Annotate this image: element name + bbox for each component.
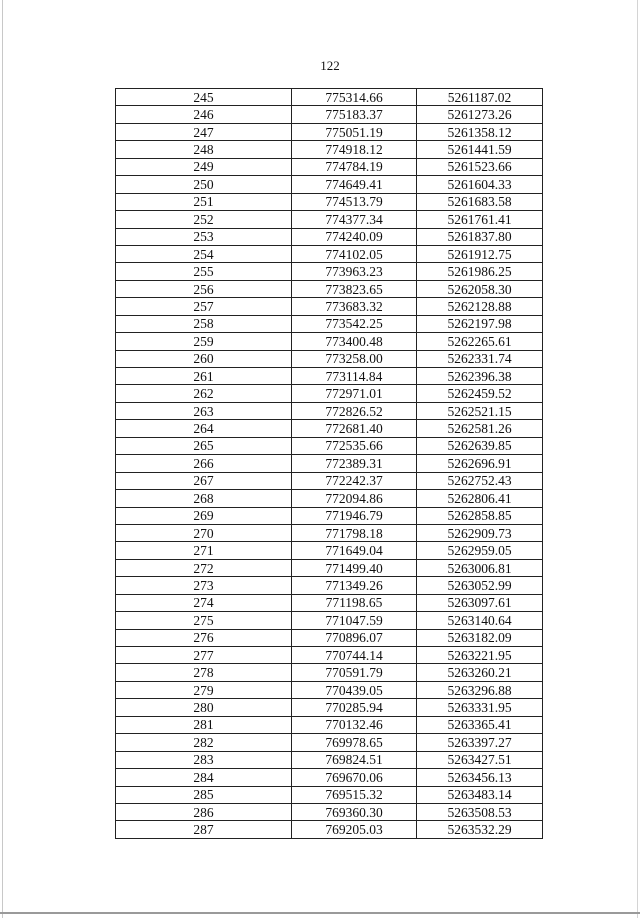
table-row (116, 245, 543, 262)
y-coordinate-cell: 5262396.38 (417, 368, 543, 385)
x-coordinate-cell: 773683.32 (292, 298, 417, 315)
table-row (116, 664, 543, 681)
table-row (116, 368, 543, 385)
x-coordinate-cell: 770744.14 (292, 647, 417, 664)
coordinates-table-body (116, 89, 543, 839)
point-number-cell: 257 (116, 298, 292, 315)
y-coordinate-cell: 5262521.15 (417, 402, 543, 419)
point-number-cell: 270 (116, 524, 292, 541)
x-coordinate-cell: 774513.79 (292, 193, 417, 210)
point-number-cell: 251 (116, 193, 292, 210)
point-number-cell: 262 (116, 385, 292, 402)
table-row (116, 716, 543, 733)
x-coordinate-cell: 773114.84 (292, 368, 417, 385)
y-coordinate-cell: 5262128.88 (417, 298, 543, 315)
x-coordinate-cell: 770896.07 (292, 629, 417, 646)
x-coordinate-cell: 769824.51 (292, 751, 417, 768)
table-row (116, 786, 543, 803)
table-row (116, 420, 543, 437)
point-number-cell: 249 (116, 158, 292, 175)
x-coordinate-cell: 775314.66 (292, 89, 417, 106)
table-row (116, 228, 543, 245)
x-coordinate-cell: 769670.06 (292, 769, 417, 786)
y-coordinate-cell: 5262197.98 (417, 315, 543, 332)
y-coordinate-cell: 5263456.13 (417, 769, 543, 786)
table-row (116, 769, 543, 786)
table-row (116, 699, 543, 716)
y-coordinate-cell: 5263427.51 (417, 751, 543, 768)
table-row (116, 141, 543, 158)
y-coordinate-cell: 5263221.95 (417, 647, 543, 664)
point-number-cell: 274 (116, 594, 292, 611)
y-coordinate-cell: 5262696.91 (417, 455, 543, 472)
x-coordinate-cell: 771649.04 (292, 542, 417, 559)
table-row (116, 193, 543, 210)
page-number: 122 (320, 58, 340, 73)
y-coordinate-cell: 5263260.21 (417, 664, 543, 681)
table-row (116, 681, 543, 698)
point-number-cell: 253 (116, 228, 292, 245)
x-coordinate-cell: 769978.65 (292, 734, 417, 751)
point-number-cell: 275 (116, 612, 292, 629)
table-row (116, 123, 543, 140)
point-number-cell: 267 (116, 472, 292, 489)
table-row (116, 89, 543, 106)
table-row (116, 158, 543, 175)
y-coordinate-cell: 5262752.43 (417, 472, 543, 489)
y-coordinate-cell: 5261837.80 (417, 228, 543, 245)
point-number-cell: 256 (116, 280, 292, 297)
y-coordinate-cell: 5261273.26 (417, 106, 543, 123)
x-coordinate-cell: 772242.37 (292, 472, 417, 489)
table-row (116, 455, 543, 472)
point-number-cell: 285 (116, 786, 292, 803)
point-number-cell: 277 (116, 647, 292, 664)
table-row (116, 402, 543, 419)
y-coordinate-cell: 5262459.52 (417, 385, 543, 402)
x-coordinate-cell: 774784.19 (292, 158, 417, 175)
x-coordinate-cell: 774377.34 (292, 211, 417, 228)
y-coordinate-cell: 5261604.33 (417, 176, 543, 193)
x-coordinate-cell: 774102.05 (292, 245, 417, 262)
table-row (116, 647, 543, 664)
point-number-cell: 276 (116, 629, 292, 646)
point-number-cell: 286 (116, 803, 292, 820)
x-coordinate-cell: 770591.79 (292, 664, 417, 681)
table-row (116, 612, 543, 629)
point-number-cell: 281 (116, 716, 292, 733)
x-coordinate-cell: 770439.05 (292, 681, 417, 698)
y-coordinate-cell: 5262858.85 (417, 507, 543, 524)
point-number-cell: 260 (116, 350, 292, 367)
table-row (116, 437, 543, 454)
y-coordinate-cell: 5262909.73 (417, 524, 543, 541)
table-row (116, 507, 543, 524)
table-row (116, 821, 543, 838)
y-coordinate-cell: 5263140.64 (417, 612, 543, 629)
point-number-cell: 284 (116, 769, 292, 786)
point-number-cell: 280 (116, 699, 292, 716)
y-coordinate-cell: 5263182.09 (417, 629, 543, 646)
table-row (116, 333, 543, 350)
y-coordinate-cell: 5262331.74 (417, 350, 543, 367)
x-coordinate-cell: 769205.03 (292, 821, 417, 838)
x-coordinate-cell: 773400.48 (292, 333, 417, 350)
point-number-cell: 282 (116, 734, 292, 751)
point-number-cell: 278 (116, 664, 292, 681)
x-coordinate-cell: 773542.25 (292, 315, 417, 332)
table-row (116, 577, 543, 594)
y-coordinate-cell: 5261986.25 (417, 263, 543, 280)
scan-edge-bottom (0, 912, 640, 914)
x-coordinate-cell: 775051.19 (292, 123, 417, 140)
table-row (116, 751, 543, 768)
point-number-cell: 248 (116, 141, 292, 158)
point-number-cell: 266 (116, 455, 292, 472)
table-row (116, 803, 543, 820)
table-row (116, 280, 543, 297)
x-coordinate-cell: 772535.66 (292, 437, 417, 454)
y-coordinate-cell: 5262058.30 (417, 280, 543, 297)
table-row (116, 559, 543, 576)
x-coordinate-cell: 773823.65 (292, 280, 417, 297)
x-coordinate-cell: 775183.37 (292, 106, 417, 123)
table-row (116, 594, 543, 611)
y-coordinate-cell: 5263097.61 (417, 594, 543, 611)
y-coordinate-cell: 5263483.14 (417, 786, 543, 803)
table-row (116, 315, 543, 332)
x-coordinate-cell: 770132.46 (292, 716, 417, 733)
y-coordinate-cell: 5263397.27 (417, 734, 543, 751)
x-coordinate-cell: 773963.23 (292, 263, 417, 280)
x-coordinate-cell: 774918.12 (292, 141, 417, 158)
table-row (116, 472, 543, 489)
point-number-cell: 265 (116, 437, 292, 454)
x-coordinate-cell: 774240.09 (292, 228, 417, 245)
point-number-cell: 283 (116, 751, 292, 768)
point-number-cell: 271 (116, 542, 292, 559)
y-coordinate-cell: 5262806.41 (417, 490, 543, 507)
point-number-cell: 279 (116, 681, 292, 698)
x-coordinate-cell: 771198.65 (292, 594, 417, 611)
y-coordinate-cell: 5261523.66 (417, 158, 543, 175)
scan-edge-left (2, 0, 3, 918)
point-number-cell: 254 (116, 245, 292, 262)
point-number-cell: 258 (116, 315, 292, 332)
table-row (116, 106, 543, 123)
table-row (116, 211, 543, 228)
point-number-cell: 261 (116, 368, 292, 385)
table-row (116, 734, 543, 751)
y-coordinate-cell: 5263331.95 (417, 699, 543, 716)
coordinates-table (115, 88, 543, 839)
y-coordinate-cell: 5261912.75 (417, 245, 543, 262)
table-row (116, 490, 543, 507)
point-number-cell: 246 (116, 106, 292, 123)
point-number-cell: 272 (116, 559, 292, 576)
x-coordinate-cell: 769360.30 (292, 803, 417, 820)
point-number-cell: 264 (116, 420, 292, 437)
y-coordinate-cell: 5263508.53 (417, 803, 543, 820)
x-coordinate-cell: 772681.40 (292, 420, 417, 437)
x-coordinate-cell: 773258.00 (292, 350, 417, 367)
point-number-cell: 269 (116, 507, 292, 524)
table-row (116, 176, 543, 193)
x-coordinate-cell: 771499.40 (292, 559, 417, 576)
table-row (116, 263, 543, 280)
y-coordinate-cell: 5263296.88 (417, 681, 543, 698)
y-coordinate-cell: 5262265.61 (417, 333, 543, 350)
x-coordinate-cell: 770285.94 (292, 699, 417, 716)
point-number-cell: 268 (116, 490, 292, 507)
y-coordinate-cell: 5261441.59 (417, 141, 543, 158)
table-row (116, 524, 543, 541)
point-number-cell: 245 (116, 89, 292, 106)
table-row (116, 542, 543, 559)
table-row (116, 298, 543, 315)
y-coordinate-cell: 5263532.29 (417, 821, 543, 838)
y-coordinate-cell: 5262581.26 (417, 420, 543, 437)
table-row (116, 385, 543, 402)
x-coordinate-cell: 772826.52 (292, 402, 417, 419)
x-coordinate-cell: 772971.01 (292, 385, 417, 402)
table-row (116, 629, 543, 646)
x-coordinate-cell: 772389.31 (292, 455, 417, 472)
y-coordinate-cell: 5263006.81 (417, 559, 543, 576)
y-coordinate-cell: 5261187.02 (417, 89, 543, 106)
point-number-cell: 259 (116, 333, 292, 350)
x-coordinate-cell: 771349.26 (292, 577, 417, 594)
x-coordinate-cell: 769515.32 (292, 786, 417, 803)
point-number-cell: 255 (116, 263, 292, 280)
y-coordinate-cell: 5262639.85 (417, 437, 543, 454)
y-coordinate-cell: 5261683.58 (417, 193, 543, 210)
y-coordinate-cell: 5262959.05 (417, 542, 543, 559)
x-coordinate-cell: 772094.86 (292, 490, 417, 507)
point-number-cell: 250 (116, 176, 292, 193)
y-coordinate-cell: 5263052.99 (417, 577, 543, 594)
x-coordinate-cell: 771047.59 (292, 612, 417, 629)
y-coordinate-cell: 5261761.41 (417, 211, 543, 228)
x-coordinate-cell: 771798.18 (292, 524, 417, 541)
point-number-cell: 273 (116, 577, 292, 594)
point-number-cell: 252 (116, 211, 292, 228)
y-coordinate-cell: 5263365.41 (417, 716, 543, 733)
y-coordinate-cell: 5261358.12 (417, 123, 543, 140)
point-number-cell: 263 (116, 402, 292, 419)
point-number-cell: 287 (116, 821, 292, 838)
x-coordinate-cell: 774649.41 (292, 176, 417, 193)
table-row (116, 350, 543, 367)
point-number-cell: 247 (116, 123, 292, 140)
x-coordinate-cell: 771946.79 (292, 507, 417, 524)
scan-edge-right (637, 0, 638, 918)
